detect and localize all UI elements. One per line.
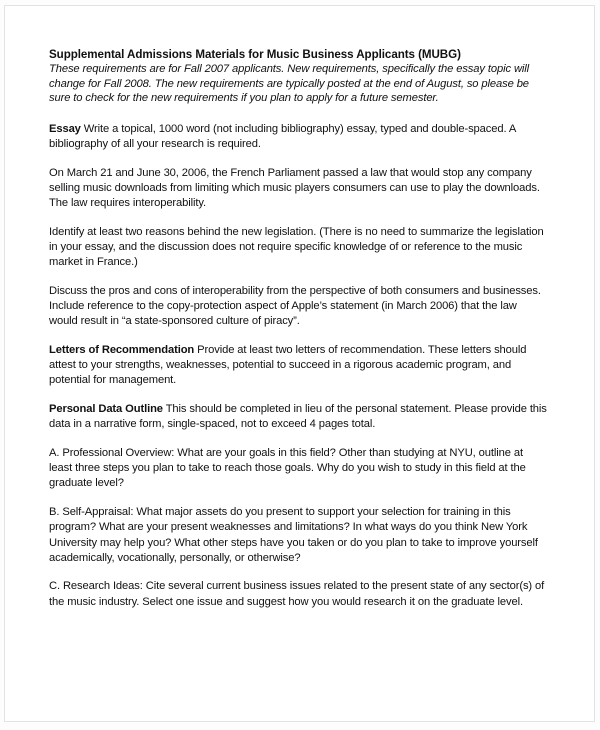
section-b-self-appraisal (49, 505, 547, 566)
section-lead-personal-data-outline: Personal Data Outline (49, 403, 163, 416)
section-personal-data-outline (49, 402, 547, 432)
section-letters-of-recommendation (49, 343, 547, 389)
section-body-essay: Write a topical, 1000 word (not including bibliography) essay, typed and double-spaced. A bibliography of all your research is required. (49, 122, 516, 150)
section-body-identify-reasons: Identify at least two reasons behind the new legislation. (There is no need to summarize the legislation in your essay, and the discussion does not require specific knowledge of or reference to the music market in France.) (49, 225, 544, 269)
section-c-research-ideas (49, 579, 547, 609)
section-essay (49, 122, 547, 152)
document-subtitle: These requirements are for Fall 2007 applicants. New requirements, specifically the essay topic will change for Fall 2008. The new requirements are typically posted at the end of August, so please be sure to check for the new requirements if you plan to apply for a future semester. (49, 63, 530, 105)
section-body-c-research-ideas: C. Research Ideas: Cite several current business issues related to the present state of any sector(s) of the music industry. Select one issue and suggest how you would research it on the graduate level. (49, 580, 545, 608)
document-title: Supplemental Admissions Materials for Music Business Applicants (MUBG) (49, 48, 461, 61)
section-a-professional-overview (49, 446, 547, 492)
section-body-a-professional-overview: A. Professional Overview: What are your goals in this field? Other than studying at NYU, outline at least three steps you plan to take to reach those goals. Why do you wish to study in this field at the graduate level? (49, 447, 526, 490)
document-page (4, 5, 595, 722)
section-body-personal-data-outline: This should be completed in lieu of the personal statement. Please provide this data in a narrative form, single-spaced, not to exceed 4 pages total. (49, 403, 547, 431)
document-body (49, 47, 547, 623)
section-french-law (49, 166, 547, 212)
section-body-french-law: On March 21 and June 30, 2006, the French Parliament passed a law that would stop any company selling music downloads from limiting which music players consumers can use to play the downloads. The law requires interoperability. (49, 166, 540, 210)
section-identify-reasons (49, 225, 547, 271)
section-body-pros-cons: Discuss the pros and cons of interoperability from the perspective of both consumers and businesses. Include reference to the copy-protection aspect of Apple’s statement (in March 2006) that the law would result in “a state-sponsored culture of piracy”. (49, 284, 541, 328)
section-body-b-self-appraisal: B. Self-Appraisal: What major assets do you present to support your selection for training in this program? What are your present weaknesses and limitations? In what ways do you think New York University may help you? What other steps have you taken or do you plan to take to improve yourself academically, vocationally, personally, or otherwise? (49, 506, 538, 564)
section-body-letters-of-recommendation: Provide at least two letters of recommendation. These letters should attest to your strengths, weaknesses, potential to succeed in a rigorous academic program, and potential for management. (49, 344, 527, 387)
section-lead-letters-of-recommendation: Letters of Recommendation (49, 344, 195, 357)
section-lead-essay: Essay (49, 122, 81, 135)
section-pros-cons (49, 284, 547, 330)
